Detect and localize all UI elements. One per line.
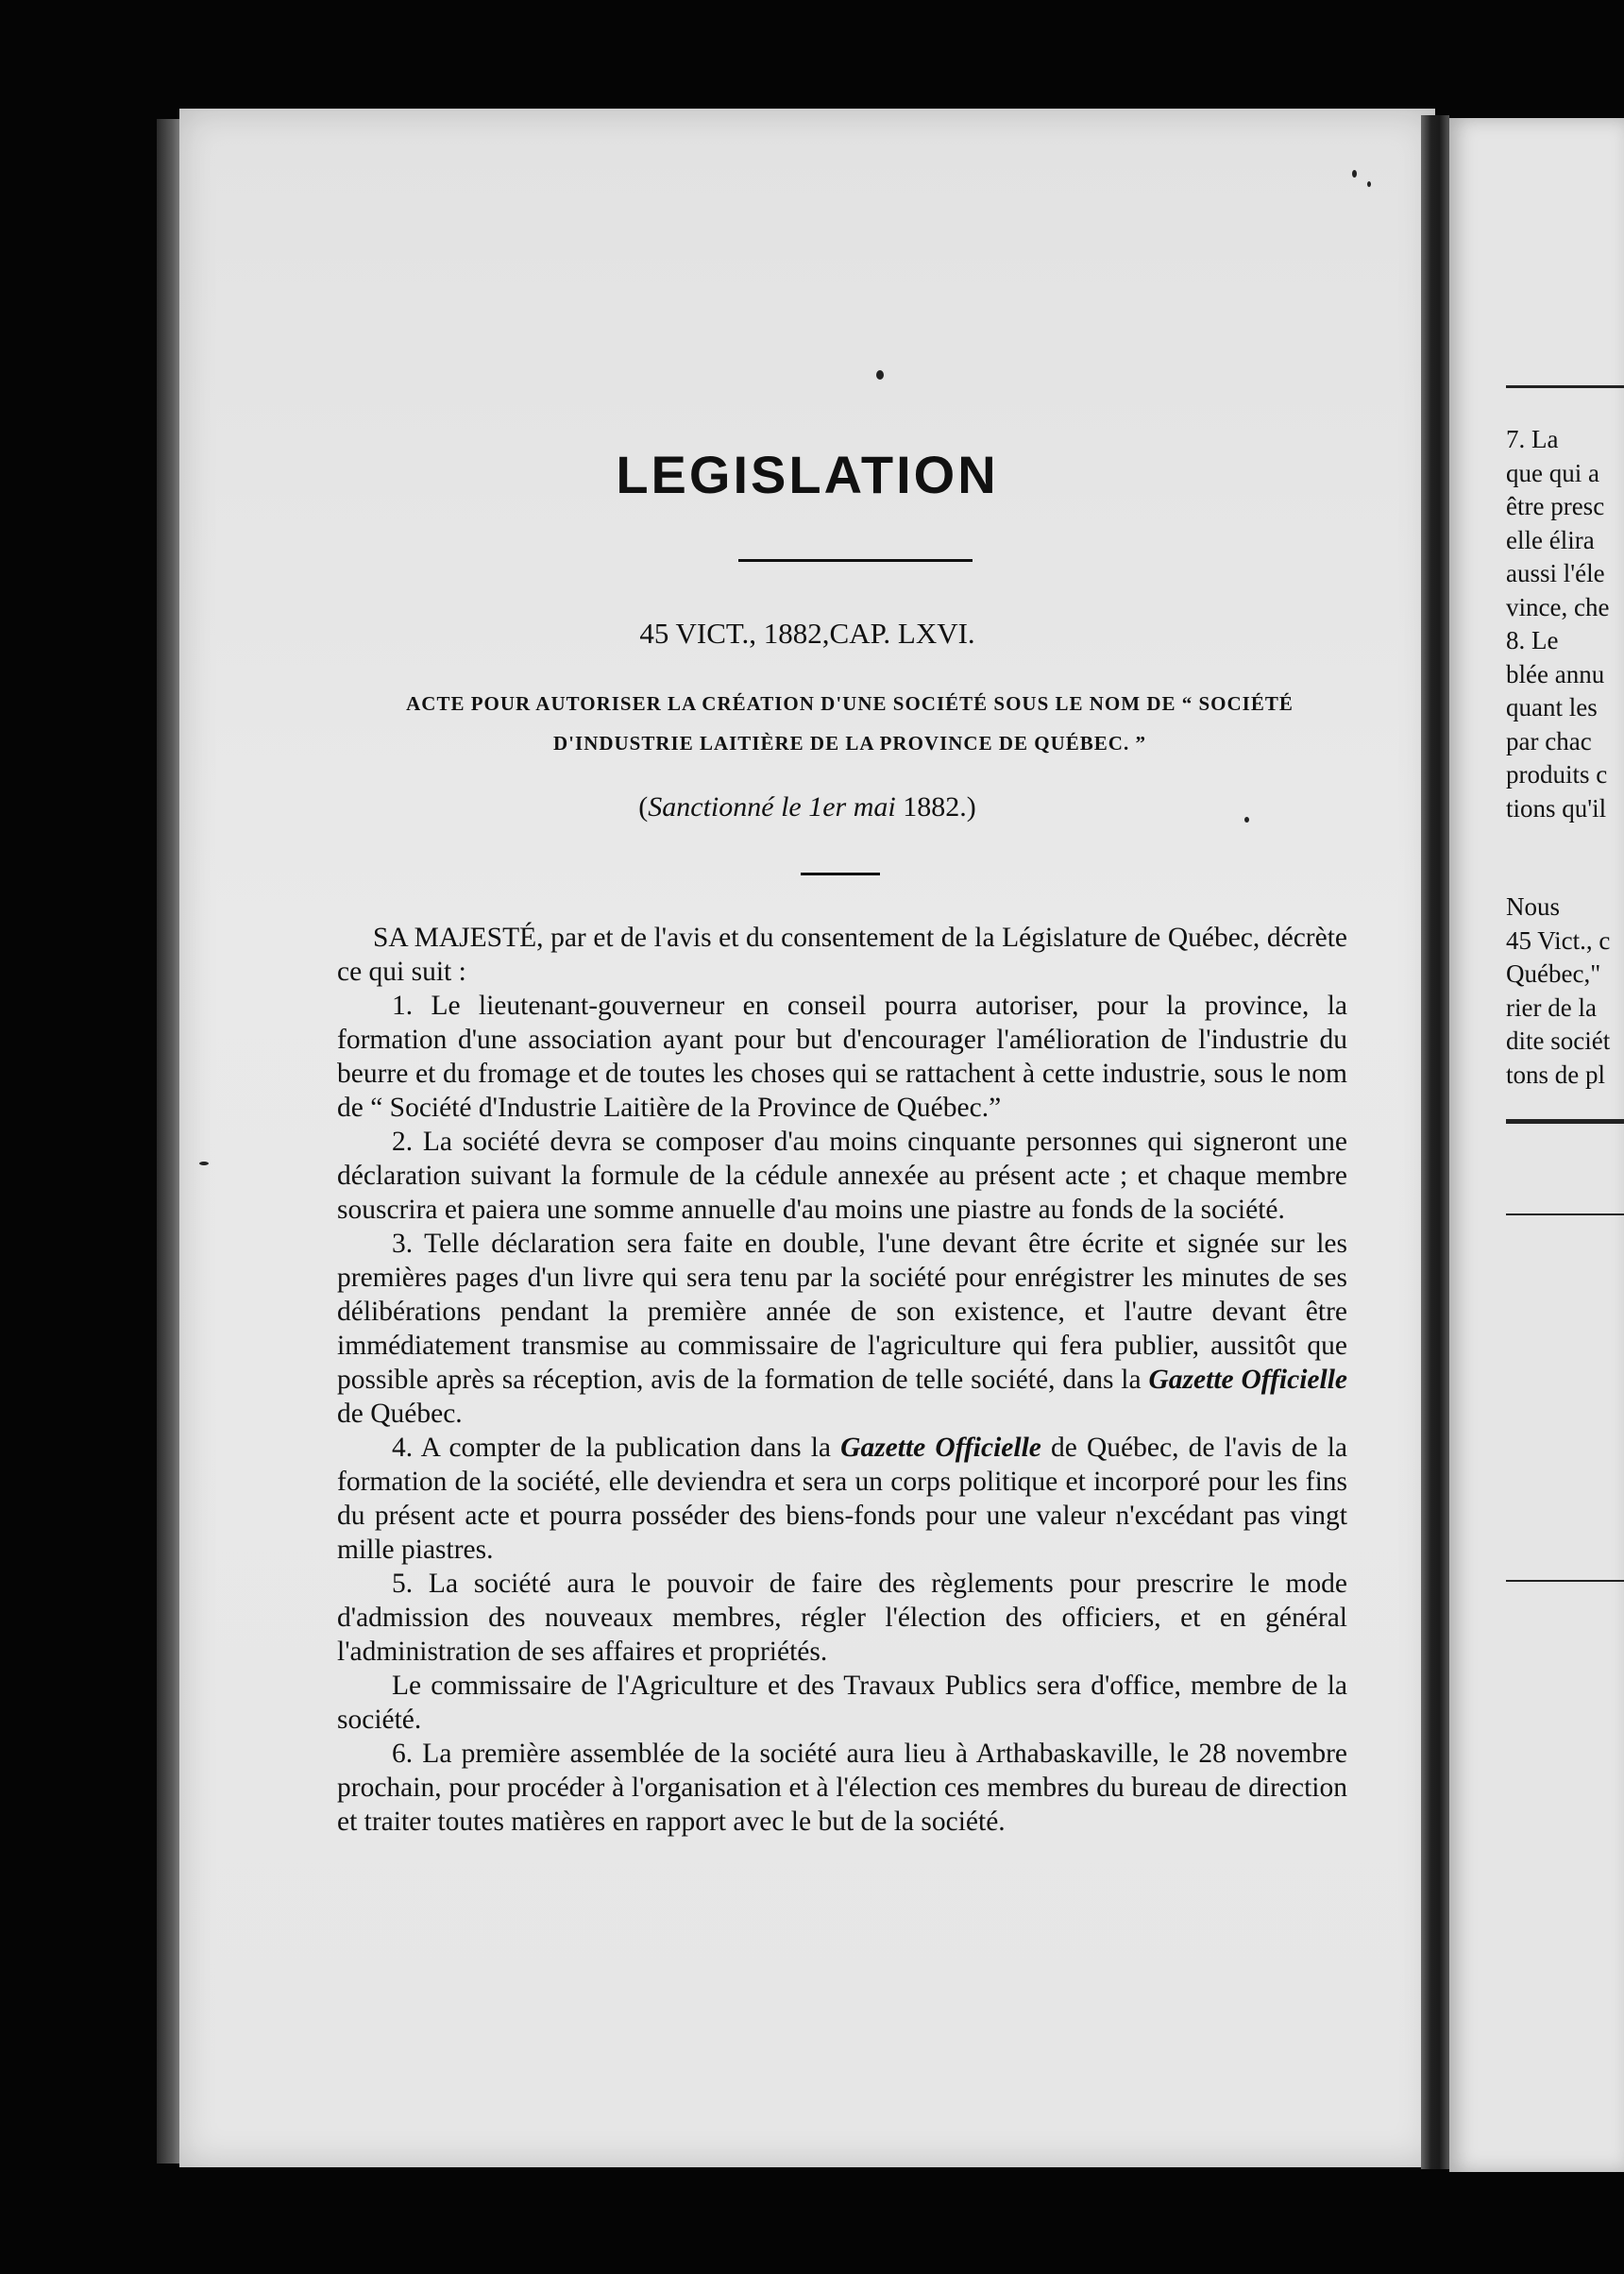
sanction-italic: Sanctionné le 1er mai (648, 791, 896, 823)
facing-page-line: 8. Le (1506, 626, 1559, 654)
act-body (337, 921, 1347, 1839)
page-title: LEGISLATION (616, 445, 999, 504)
scan-speck (876, 370, 884, 380)
page-gutter (1421, 115, 1449, 2169)
facing-page-line: être presc (1506, 492, 1605, 520)
facing-page-line: vince, che (1506, 592, 1610, 621)
facing-page-line: 45 Vict., c (1506, 925, 1611, 955)
gazette-title: Gazette Officielle (1148, 1365, 1347, 1395)
title-rule (738, 559, 973, 562)
facing-page-rule (1506, 1119, 1624, 1124)
gazette-title: Gazette Officielle (840, 1433, 1041, 1463)
paragraph-section-1: 1. Le lieutenant-gouverneur en conseil pourra autoriser, pour la province, la formation d'une association ayant pour but d'encourager l'amélioration de l'industrie du beurre et du fromage et de toutes les choses qui se rattachent à cette industrie, sous le nom de “ Société d'Industrie Laitière de la Province de Québec.” (337, 991, 1347, 1123)
facing-page-line: elle élira (1506, 525, 1595, 554)
section-3-end: de Québec. (337, 1399, 463, 1429)
facing-page-line: par chac (1506, 726, 1592, 755)
facing-page (1449, 118, 1624, 2172)
facing-page-line: tions qu'il (1506, 793, 1607, 823)
paragraph-section-4 (337, 1431, 1347, 1567)
scan-speck (1367, 181, 1371, 187)
facing-page-line: 7. La (1506, 425, 1559, 453)
section-3-text: 3. Telle déclaration sera faite en double, l'une devant être écrite et signée sur les premières pages d'un livre qui sera tenu par la société pour enrégistrer les minutes de ses délibérations pendant la première année de son existence, et l'autre devant être immédiatement transmise au commissaire de l'agriculture qui fera publier, aussitôt que possible après sa réception, avis de la formation de telle société, dans la (337, 1229, 1347, 1395)
facing-page-line: blée annu (1506, 659, 1605, 688)
paragraph-section-2: 2. La société devra se composer d'au moins cinquante personnes qui signeront une déclaration suivant la formule de la cédule annexée au présent acte ; et chaque membre souscrira et paiera une somme annuelle d'au moins une piastre au fonds de la société. (337, 1127, 1347, 1225)
paragraph-preamble: SA MAJESTÉ, par et de l'avis et du consentement de la Législature de Québec, décrète ce qui suit : (337, 923, 1347, 987)
scan-speck (199, 1162, 209, 1165)
facing-page-line: produits c (1506, 760, 1608, 789)
scan-speck (1352, 170, 1357, 178)
facing-page-line: dite sociét (1506, 1027, 1611, 1055)
facing-page-line: Québec," (1506, 959, 1601, 988)
facing-page-line: quant les (1506, 693, 1598, 721)
sanction-open: ( (638, 791, 649, 823)
facing-page-line: rier de la (1506, 993, 1597, 1022)
section-rule (801, 873, 880, 875)
section-4-end: de Québec, de l'avis de la formation de la société, elle deviendra et sera un corps politique et incorporé pour les fins du présent acte et pourra posséder des biens-fonds pour une valeur n'excédant pas vingt mille piastres. (337, 1433, 1347, 1565)
paragraph-commissioner: Le commissaire de l'Agriculture et des Travaux Publics sera d'office, membre de la société. (337, 1671, 1347, 1735)
facing-page-rule (1506, 1213, 1624, 1215)
facing-page-line: Nous (1506, 892, 1561, 921)
act-title-line-1: ACTE POUR AUTORISER LA CRÉATION D'UNE SOCIÉTÉ SOUS LE NOM DE “ SOCIÉTÉ (406, 692, 1294, 715)
sanction-rest: 1882.) (895, 791, 976, 823)
facing-page-rule (1506, 385, 1624, 388)
act-title-line-2: D'INDUSTRIE LAITIÈRE DE LA PROVINCE DE QUÉBEC. ” (553, 732, 1146, 755)
scan-speck (1244, 817, 1249, 823)
paragraph-section-5: 5. La société aura le pouvoir de faire des règlements pour prescrire le mode d'admission des nouveaux membres, régler l'élection des officiers, et en général l'administration de ses affaires et propriétés. (337, 1569, 1347, 1667)
facing-page-rule (1506, 1580, 1624, 1582)
paragraph-section-3 (337, 1227, 1347, 1431)
facing-page-line: aussi l'éle (1506, 559, 1605, 587)
facing-page-line: que qui a (1506, 458, 1599, 487)
paragraph-section-6: 6. La première assemblée de la société aura lieu à Arthabaskaville, le 28 novembre prochain, pour procéder à l'organisation et à l'élection ces membres du bureau de direction et traiter toutes matières en rapport avec le but de la société. (337, 1739, 1347, 1837)
section-4-start: 4. A compter de la publication dans la (392, 1433, 841, 1463)
statute-citation: 45 VICT., 1882,CAP. LXVI. (639, 617, 975, 650)
facing-page-line: tons de pl (1506, 1060, 1605, 1089)
